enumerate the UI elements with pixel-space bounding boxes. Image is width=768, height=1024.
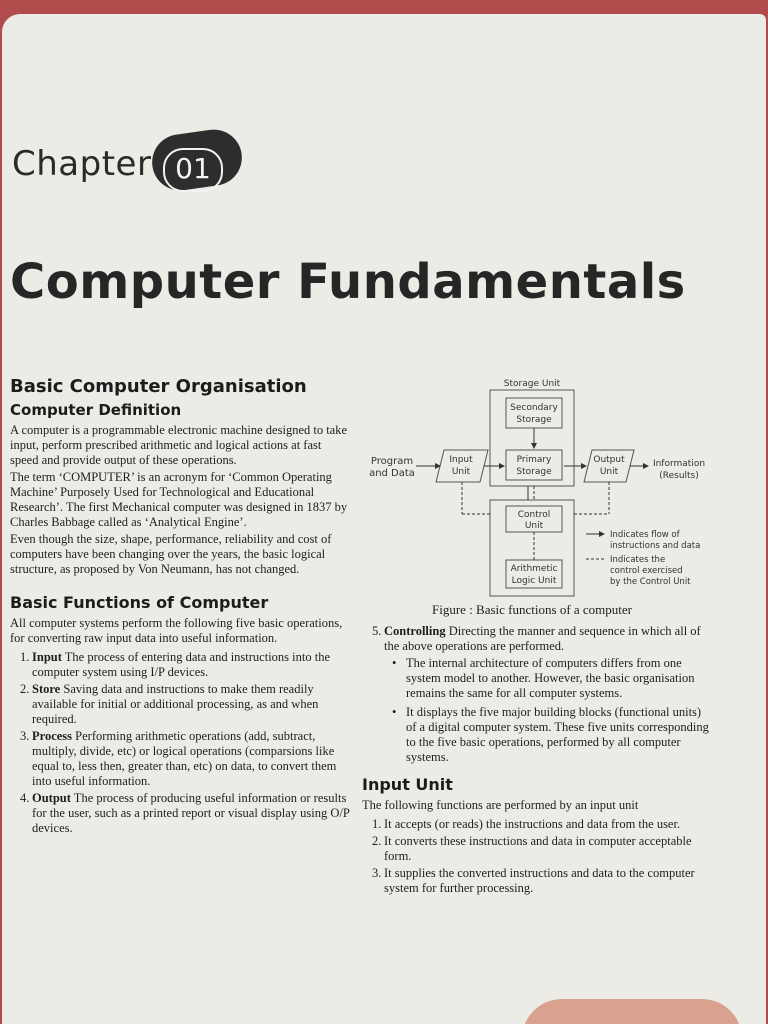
subheading-definition: Computer Definition bbox=[10, 401, 182, 419]
alu-label: Arithmetic bbox=[510, 564, 558, 574]
controlling-bullets bbox=[362, 656, 714, 765]
svg-text:Storage: Storage bbox=[516, 415, 552, 425]
list-item: 5. Controlling Directing the manner and sequence in which all of the above operations are performed. bbox=[372, 624, 701, 653]
control-unit-label: Control bbox=[517, 510, 551, 520]
bullet-item: • The internal architecture of computers differs from one system model to another. However, the basic organisation remains the same for all computer systems. bbox=[362, 656, 714, 701]
controlling-list bbox=[362, 624, 714, 654]
svg-text:Unit: Unit bbox=[599, 467, 619, 477]
information-label: Information bbox=[652, 459, 706, 469]
secondary-storage-label: Secondary bbox=[510, 403, 558, 413]
legend-dashed-label: Indicates the bbox=[610, 555, 666, 565]
bullet-item: • It displays the five major building blocks (functional units) of a digital computer system. These five units corresponding to the five basic operations, performed by all computer systems. bbox=[362, 705, 714, 765]
paragraph: The following functions are performed by an input unit bbox=[362, 798, 639, 812]
figure-caption: Figure : Basic functions of a computer bbox=[432, 602, 633, 617]
list-item: 4. Output The process of producing useful information or results for the user, such as a printed report or visual display using O/P devices. bbox=[20, 791, 350, 835]
svg-text:instructions and data: instructions and data bbox=[610, 541, 701, 551]
right-column bbox=[362, 620, 714, 898]
section-heading-functions: Basic Functions of Computer bbox=[10, 593, 269, 612]
paragraph: A computer is a programmable electronic machine designed to take input, perform prescribed arithmetic and logical actions at fast speed and provide output of these operations. bbox=[10, 423, 348, 467]
svg-text:Unit: Unit bbox=[451, 467, 471, 477]
list-item: 2. It converts these instructions and data in computer acceptable form. bbox=[372, 834, 692, 863]
svg-text:control exercised: control exercised bbox=[610, 566, 683, 576]
svg-text:Storage: Storage bbox=[516, 467, 552, 477]
list-item: 1. It accepts (or reads) the instructions and data from the user. bbox=[372, 817, 681, 831]
book-page bbox=[2, 14, 766, 1024]
svg-text:by the Control Unit: by the Control Unit bbox=[610, 577, 691, 587]
paragraph: The term ‘COMPUTER’ is an acronym for ‘Common Operating Machine’ Purposely Used for Technological and Educational Research’. The first Mechanical computer was designed in 1837 by Charles Babbage called as ‘Analytical Engine’. bbox=[10, 470, 348, 529]
list-item: 1. Input The process of entering data and instructions into the computer system using I/P devices. bbox=[20, 650, 330, 679]
page-title: Computer Fundamentals bbox=[10, 254, 686, 310]
section-heading-input-unit: Input Unit bbox=[362, 775, 453, 794]
section-heading-organisation: Basic Computer Organisation bbox=[10, 376, 307, 397]
legend-solid-label: Indicates flow of bbox=[610, 530, 680, 540]
thumb bbox=[522, 999, 742, 1024]
svg-text:(Results): (Results) bbox=[659, 471, 699, 481]
storage-unit-label: Storage Unit bbox=[503, 379, 561, 389]
list-item: 2. Store Saving data and instructions to make them readily available for initial or additional processing, as and when required. bbox=[20, 682, 319, 726]
svg-text:and Data: and Data bbox=[369, 468, 415, 479]
left-column bbox=[10, 376, 350, 838]
chapter-label: Chapter bbox=[12, 144, 152, 184]
functions-list bbox=[10, 650, 350, 836]
svg-text:Unit: Unit bbox=[524, 521, 544, 531]
computer-organisation-diagram bbox=[364, 374, 724, 599]
output-unit-label: Output bbox=[593, 455, 625, 465]
primary-storage-label: Primary bbox=[516, 455, 552, 465]
paragraph: All computer systems perform the following five basic operations, for converting raw input data into useful information. bbox=[10, 616, 343, 645]
input-unit-label: Input bbox=[449, 455, 473, 465]
list-item: 3. It supplies the converted instructions and data to the computer system for further processing. bbox=[372, 866, 695, 895]
input-unit-list bbox=[362, 817, 714, 896]
list-item: 3. Process Performing arithmetic operations (add, subtract, multiply, divide, etc) or logical operations (comparsions like equal to, less then, greater than, etc) on data, to convert them into useful information. bbox=[20, 729, 337, 788]
chapter-number: 01 bbox=[163, 148, 223, 192]
svg-text:Logic Unit: Logic Unit bbox=[511, 576, 557, 586]
paragraph: Even though the size, shape, performance, reliability and cost of computers have been changing over the years, the basic logical structure, as proposed by Von Neumann, has not changed. bbox=[10, 532, 332, 576]
program-data-label: Program bbox=[370, 456, 414, 467]
